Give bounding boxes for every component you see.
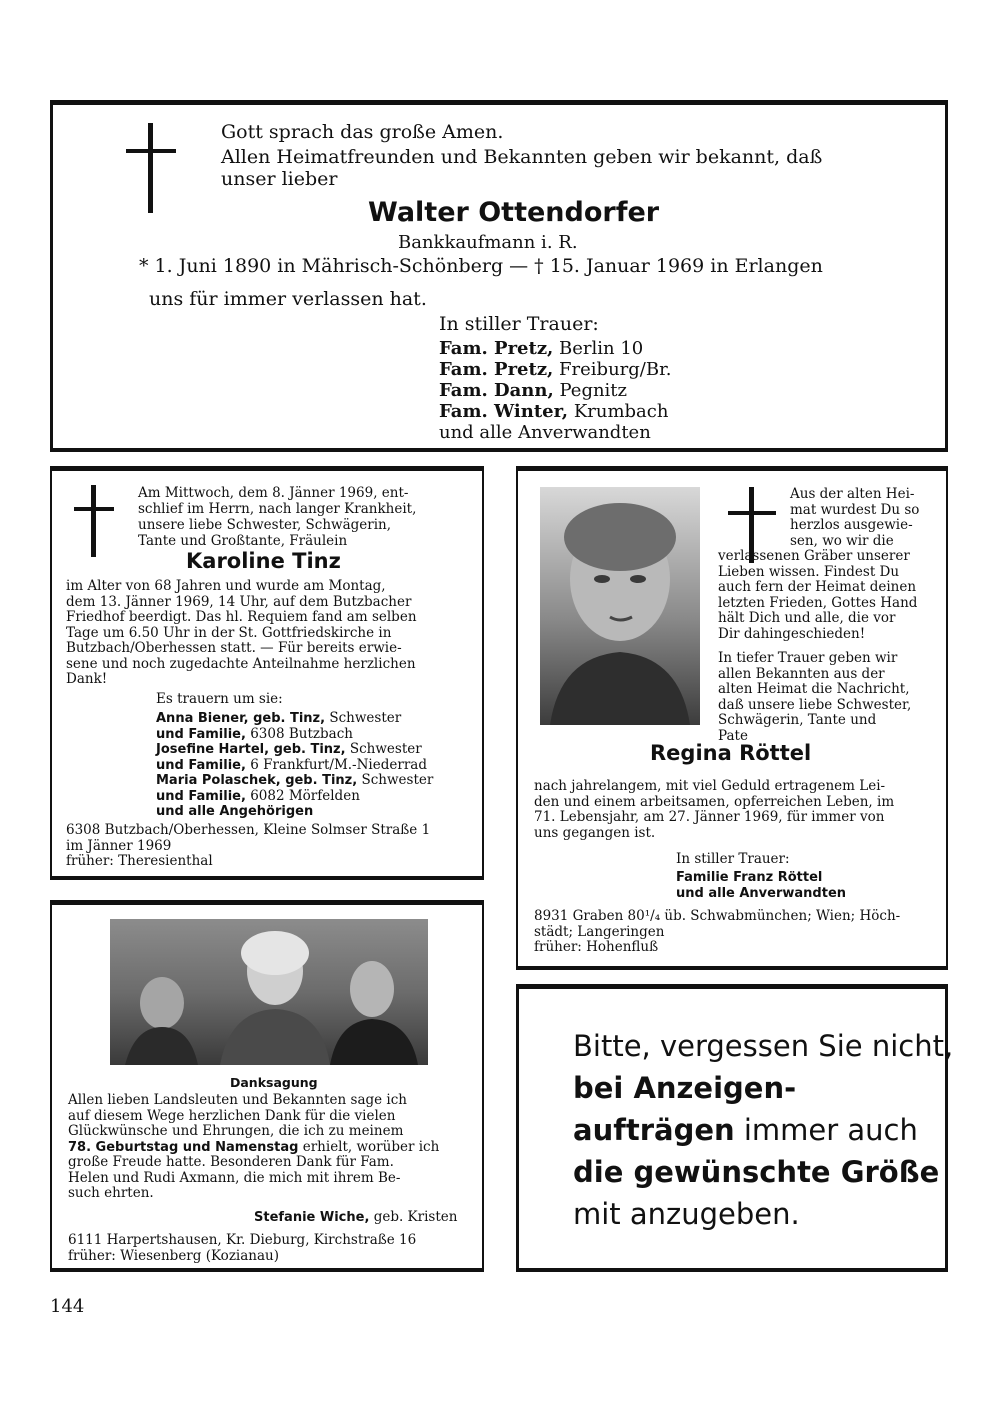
poem-line: sen, wo wir die [790,532,894,549]
family-entry: Fam. Pretz, Berlin 10 [439,338,644,359]
poem-line: herzlos ausgewie- [790,517,913,533]
mourner-entry: und Familie, 6308 Butzbach [156,725,353,742]
page-number: 144 [50,1296,85,1317]
reminder-line: Bitte, vergessen Sie nicht, [573,1029,954,1063]
body-line: auf diesem Wege herzlichen Dank für die vielen [68,1107,396,1124]
body-line: Dank! [66,671,108,687]
poem-line: Aus der alten Hei- [790,486,915,502]
poem-line: letzten Frieden, Gottes Hand [718,594,918,611]
notice-line: allen Bekannten aus der [718,665,885,682]
body-line: dem 13. Jänner 1969, 14 Uhr, auf dem Butzbacher [66,593,412,610]
mourning-heading: In stiller Trauer: [676,851,790,867]
intro-line: schlief im Herrn, nach langer Krankheit, [138,501,417,517]
poem-line: Dir dahingeschieden! [718,625,866,642]
reminder-line: die gewünschte Größe [573,1155,940,1189]
intro-line: Am Mittwoch, dem 8. Jänner 1969, ent- [138,485,409,501]
poem-line: Lieben wissen. Findest Du [718,563,900,580]
intro-line: Tante und Großtante, Fräulein [138,533,348,549]
notice-line: Pate [718,727,748,744]
roettel-body [534,779,938,841]
footer-line: früher: Hohenfluß [534,939,659,955]
mourners-list [156,711,433,820]
body-line: Allen lieben Landsleuten und Bekannten sage ich [68,1092,408,1108]
family-name: Familie Franz Röttel [676,870,823,885]
group-photo [110,919,428,1065]
left-us: uns für immer verlassen hat. [149,288,427,310]
body-line: Friedhof beerdigt. Das hl. Requiem fand am selben [66,609,417,625]
body-line: sene und noch zugedachte Anteilnahme herzlichen [66,655,416,672]
tinz-footer [66,823,430,870]
family-entry: Fam. Winter, Krumbach [439,401,669,422]
body-line: Tage um 6.50 Uhr in der St. Gottfriedskirche in [66,624,392,641]
body-line: Helen und Rudi Axmann, die mich mit ihrem Be- [68,1169,401,1186]
intro-line-2: Allen Heimatfreunden und Bekannten geben wir bekannt, daß [221,146,823,168]
notice-line: daß unsere liebe Schwester, [718,696,912,713]
body-line: uns gegangen ist. [534,824,656,841]
tinz-notice [50,466,484,880]
poem-side [790,487,938,549]
danksagung-notice [50,900,484,1272]
roettel-footer [534,909,900,956]
roettel-notice [516,466,948,970]
reminder-line: bei Anzeigen- [573,1071,797,1105]
tinz-intro [138,485,474,549]
reminder-text [573,1025,953,1235]
poem-line: verlassenen Gräber unserer [718,548,910,564]
profession: Bankkaufmann i. R. [398,232,578,253]
deceased-name: Karoline Tinz [186,549,341,573]
intro-line: unsere liebe Schwester, Schwägerin, [138,517,392,533]
relatives: und alle Anverwandten [439,422,651,443]
footer-line: städt; Langeringen [534,923,665,940]
cross-icon [126,123,176,213]
mourner-entry: Anna Biener, geb. Tinz, Schwester [156,710,402,726]
body-line: nach jahrelangem, mit viel Geduld ertragenem Lei- [534,778,886,794]
family-relatives: und alle Anverwandten [676,886,847,901]
poem-line: auch fern der Heimat deinen [718,579,917,595]
mourner-entry: und Familie, 6 Frankfurt/M.-Niederrad [156,756,427,773]
poem-main [718,549,940,642]
danksagung-body [68,1093,476,1202]
footer-line: 8931 Graben 80¹/₄ üb. Schwabmünchen; Wien; Höch- [534,908,901,924]
body-line: 71. Lebensjahr, am 27. Jänner 1969, für immer von [534,809,885,825]
mourning-heading: In stiller Trauer: [439,313,599,335]
ottendorfer-notice [50,100,948,452]
body-line: den und einem arbeitsamen, opferreichen Leben, im [534,793,895,810]
portrait-photo [540,487,700,725]
reminder-line: aufträgen immer auch [573,1113,918,1147]
footer-line: früher: Wiesenberg (Kozianau) [68,1247,279,1264]
body-line: Butzbach/Oberhessen statt. — Für bereits erwie- [66,640,402,656]
deceased-name: Walter Ottendorfer [368,197,660,228]
family-list [439,338,671,443]
danksagung-title: Danksagung [230,1075,318,1090]
notice-line: In tiefer Trauer geben wir [718,650,898,666]
deceased-name: Regina Röttel [650,741,812,765]
body-line: 78. Geburtstag und Namenstag erhielt, worüber ich [68,1138,440,1155]
notice-text [718,651,940,744]
body-line: Glückwünsche und Ehrungen, die ich zu meinem [68,1123,404,1139]
reminder-line: mit anzugeben. [573,1197,800,1231]
poem-line: mat wurdest Du so [790,501,920,518]
footer-line: 6111 Harpertshausen, Kr. Dieburg, Kirchstraße 16 [68,1232,417,1248]
intro-line-1: Gott sprach das große Amen. [221,121,504,143]
footer-line: früher: Theresienthal [66,853,213,869]
family-entry: Fam. Dann, Pegnitz [439,380,628,401]
mourner-entry: Maria Polaschek, geb. Tinz, Schwester [156,772,434,788]
body-line: große Freude hatte. Besonderen Dank für Fam. [68,1154,394,1170]
footer-line: im Jänner 1969 [66,837,172,854]
footer-line: 6308 Butzbach/Oberhessen, Kleine Solmser Straße 1 [66,822,431,838]
danksagung-footer [68,1233,416,1264]
mourner-entry: und alle Angehörigen [156,804,314,819]
signature: Stefanie Wiche, geb. Kristen [254,1209,458,1225]
mourner-entry: Josefine Hartel, geb. Tinz, Schwester [156,741,422,757]
life-dates: * 1. Juni 1890 in Mährisch-Schönberg — † 15. Januar 1969 in Erlangen [139,255,823,277]
notice-line: Schwägerin, Tante und [718,712,877,728]
family-entry: Fam. Pretz, Freiburg/Br. [439,359,672,380]
cross-icon [74,485,114,557]
reminder-box [516,984,954,1272]
body-line: such ehrten. [68,1185,154,1201]
tinz-body [66,579,476,688]
notice-line: alten Heimat die Nachricht, [718,681,910,697]
intro-line-3: unser lieber [221,168,338,190]
poem-line: hält Dich und alle, die vor [718,610,896,626]
mourner-entry: und Familie, 6082 Mörfelden [156,787,360,804]
body-line: im Alter von 68 Jahren und wurde am Montag, [66,578,386,594]
mourners-heading: Es trauern um sie: [156,691,283,707]
